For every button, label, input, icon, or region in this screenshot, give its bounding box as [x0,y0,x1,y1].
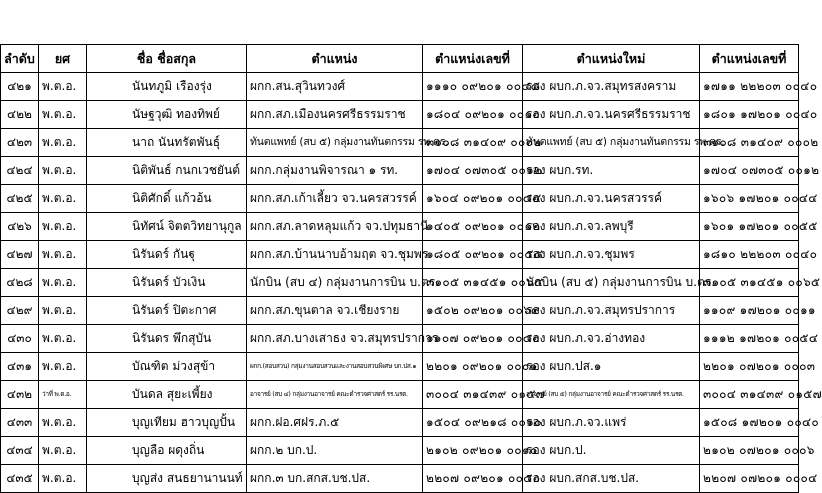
table-row [1,325,799,353]
header-name: ชื่อ ชื่อสกุล [87,45,247,73]
cell-rank: พ.ต.อ. [39,157,87,185]
cell-position: ผกก.(สอบสวน) กลุ่มงานสอบสวนและงานสอบสวนพิเศษ บก.ปส.๑ [247,353,423,381]
table-row [1,213,799,241]
header-position: ตำแหน่ง [247,45,423,73]
header-order: ลำดับ [1,45,39,73]
cell-rank: พ.ต.อ. [39,409,87,437]
cell-position: ผกก.ฝอ.ศฝร.ภ.๕ [247,409,423,437]
cell-position: ผกก.๓ บก.สกส.บช.ปส. [247,465,423,493]
cell-position: ทันตแพทย์ (สบ ๕) กลุ่มงานทันตกรรม รพ.ตร. [247,129,423,157]
cell-new-position-no: ๒๒๐๑ ๐๗๒๐๑ ๐๐๐๓ [700,353,799,381]
cell-position: นักบิน (สบ ๔) กลุ่มงานการบิน บ.ตร. [247,269,423,297]
table-row [1,73,799,101]
cell-new-position: รอง ผบก.ภ.จว.สมุทรปราการ [523,297,700,325]
cell-new-position: รอง ผบก.ภ.จว.สมุทรสงคราม [523,73,700,101]
table-row [1,437,799,465]
header-new-position-no: ตำแหน่งเลขที่ [700,45,799,73]
cell-name: นัษฐวุฒิ ทองทิพย์ [87,101,247,129]
cell-position-no: ๑๘๐๔ ๐๙๒๐๑ ๐๐๑๐ [423,101,523,129]
cell-new-position-no: ๑๑๑๒ ๑๗๒๐๑ ๐๐๕๔ [700,325,799,353]
cell-new-position: รอง ผบก.สกส.บช.ปส. [523,465,700,493]
cell-position-no: ๑๕๐๔ ๐๙๒๑๘ ๐๐๑๐ [423,409,523,437]
cell-position-no: ๓๑๐๕ ๓๑๔๕๑ ๐๐๖๕ [423,269,523,297]
cell-rank: พ.ต.อ. [39,269,87,297]
table-row [1,129,799,157]
cell-position-no: ๑๑๐๗ ๐๙๒๐๑ ๐๐๔๐ [423,325,523,353]
cell-new-position: รอง ผบก.ภ.จว.อ่างทอง [523,325,700,353]
cell-name: นิรันดร์ บัวเงิน [87,269,247,297]
cell-order: ๔๒๑ [1,73,39,101]
cell-position: ผกก.สน.สุวินทวงศ์ [247,73,423,101]
cell-name: นาถ นันทรัตพันธุ์ [87,129,247,157]
header-position-no: ตำแหน่งเลขที่ [423,45,523,73]
cell-new-position: ทันตแพทย์ (สบ ๕) กลุ่มงานทันตกรรม รพ.ตร. [523,129,700,157]
cell-order: ๔๒๔ [1,157,39,185]
cell-new-position-no: ๑๗๑๑ ๒๒๒๐๓ ๐๐๔๐ [700,73,799,101]
cell-name: บุญลือ ผดุงถิ่น [87,437,247,465]
cell-position-no: ๓๐๐๔ ๓๑๔๓๙ ๐๑๕๗ [423,381,523,409]
cell-position-no: ๑๔๐๕ ๐๙๒๐๑ ๐๐๑๒ [423,213,523,241]
cell-new-position-no: ๑๖๐๖ ๑๗๒๐๑ ๐๐๔๔ [700,185,799,213]
cell-rank: ว่าที่ พ.ต.อ. [39,381,87,409]
cell-position: ผกก.กลุ่มงานพิจารณา ๑ รท. [247,157,423,185]
cell-new-position-no: ๑๕๐๘ ๑๗๒๐๑ ๐๐๔๐ [700,409,799,437]
cell-position: ผกก.สภ.ลาดหลุมแก้ว จว.ปทุมธานี [247,213,423,241]
table-row [1,409,799,437]
cell-name: นิรันดร พึกสุบัน [87,325,247,353]
cell-name: นิติศักดิ์ แก้วอ้น [87,185,247,213]
cell-rank: พ.ต.อ. [39,353,87,381]
table-header-row [1,45,799,73]
table-row [1,465,799,493]
cell-position-no: ๑๖๐๔ ๐๙๒๐๑ ๐๐๔๔ [423,185,523,213]
cell-order: ๔๒๘ [1,269,39,297]
cell-position-no: ๑๑๑๐ ๐๙๒๐๑ ๐๐๔๘ [423,73,523,101]
cell-order: ๔๓๓ [1,409,39,437]
cell-name: นิรันดร์ กันฐุ [87,241,247,269]
cell-new-position: รอง ผบก.รท. [523,157,700,185]
cell-position: ผกก.สภ.ขุนตาล จว.เชียงราย [247,297,423,325]
cell-new-position: รอง ผบก.ปส.๑ [523,353,700,381]
cell-new-position-no: ๒๑๐๒ ๐๗๒๐๑ ๐๐๐๖ [700,437,799,465]
cell-position-no: ๓๑๐๘ ๓๑๔๐๙ ๐๐๐๒ [423,129,523,157]
cell-rank: พ.ต.อ. [39,297,87,325]
cell-rank: พ.ต.อ. [39,437,87,465]
cell-new-position-no: ๓๑๐๕ ๓๑๔๕๑ ๐๐๖๕ [700,269,799,297]
cell-order: ๔๒๖ [1,213,39,241]
personnel-table [0,44,822,493]
cell-position-no: ๒๑๐๒ ๐๙๒๐๑ ๐๐๑๐ [423,437,523,465]
cell-order: ๔๓๔ [1,437,39,465]
cell-order: ๔๒๓ [1,129,39,157]
cell-order: ๔๒๕ [1,185,39,213]
cell-order: ๔๓๕ [1,465,39,493]
cell-rank: พ.ต.อ. [39,185,87,213]
cell-new-position: รอง ผบก.ภ.จว.นครสวรรค์ [523,185,700,213]
cell-new-position: นักบิน (สบ ๕) กลุ่มงานการบิน บ.ตร. [523,269,700,297]
cell-position-no: ๑๕๐๒ ๐๙๒๐๑ ๐๐๖๙ [423,297,523,325]
cell-rank: พ.ต.อ. [39,213,87,241]
cell-name: นันทภูมิ เรืองรุ่ง [87,73,247,101]
cell-new-position: รอง ผบก.ภ.จว.นครศรีธรรมราช [523,101,700,129]
cell-new-position-no: ๑๘๐๑ ๑๗๒๐๑ ๐๐๔๐ [700,101,799,129]
header-new-position: ตำแหน่งใหม่ [523,45,700,73]
table-row [1,157,799,185]
cell-name: บันดล สุยะเพี้ยง [87,381,247,409]
cell-new-position-no: ๑๖๐๑ ๑๗๒๐๑ ๐๐๕๕ [700,213,799,241]
cell-rank: พ.ต.อ. [39,101,87,129]
cell-new-position-no: ๓๑๐๘ ๓๑๔๐๙ ๐๐๐๒ [700,129,799,157]
table-row [1,353,799,381]
cell-position-no: ๑๗๐๔ ๐๗๓๐๕ ๐๐๑๒ [423,157,523,185]
header-rank: ยศ [39,45,87,73]
cell-new-position-no: ๑๗๐๔ ๐๗๓๐๕ ๐๐๑๒ [700,157,799,185]
cell-rank: พ.ต.อ. [39,325,87,353]
cell-new-position: รอง ผบก.ภ.จว.ลพบุรี [523,213,700,241]
table-row [1,241,799,269]
cell-name: บุญเทียม ฮาวบุญปั้น [87,409,247,437]
cell-name: นิรันดร์ ปิตะกาศ [87,297,247,325]
cell-new-position-no: ๓๐๐๔ ๓๑๔๓๙ ๐๑๕๗ [700,381,799,409]
cell-new-position: อาจารย์ (สบ ๕) กลุ่มงานอาจารย์ คณะตำรวจศาสตร์ รร.นรต. [523,381,700,409]
table-row [1,269,799,297]
cell-position: อาจารย์ (สบ ๔) กลุ่มงานอาจารย์ คณะตำรวจศาสตร์ รร.นรต. [247,381,423,409]
cell-name: นิทัศน์ จิตตวิทยานุกูล [87,213,247,241]
cell-order: ๔๒๗ [1,241,39,269]
cell-name: บุญส่ง สนธยานานนท์ [87,465,247,493]
cell-new-position-no: ๒๒๐๗ ๐๗๒๐๑ ๐๐๐๔ [700,465,799,493]
cell-new-position-no: ๑๘๑๐ ๒๒๒๐๓ ๐๐๔๐ [700,241,799,269]
cell-name: นิติพันธ์ กนกเวชยันต์ [87,157,247,185]
cell-name: บัณฑิต ม่วงสุข้า [87,353,247,381]
table-row [1,297,799,325]
cell-position: ผกก.สภ.เมืองนครศรีธรรมราช [247,101,423,129]
cell-position: ผกก.๒ บก.ป. [247,437,423,465]
cell-order: ๔๓๐ [1,325,39,353]
cell-position-no: ๒๒๐๗ ๐๙๒๐๑ ๐๐๕๐ [423,465,523,493]
cell-new-position: รอง ผบก.ภ.จว.แพร่ [523,409,700,437]
cell-order: ๔๒๒ [1,101,39,129]
table-row [1,185,799,213]
cell-order: ๔๓๑ [1,353,39,381]
cell-position-no: ๒๒๐๑ ๐๙๒๐๑ ๐๐๐๑ [423,353,523,381]
cell-position: ผกก.สภ.เก้าเลี้ยว จว.นครสวรรค์ [247,185,423,213]
cell-rank: พ.ต.อ. [39,73,87,101]
cell-position: ผกก.สภ.บ้านนาบอ้ามฤต จว.ชุมพร [247,241,423,269]
cell-new-position: รอง ผบก.ป. [523,437,700,465]
table-row [1,101,799,129]
cell-rank: พ.ต.อ. [39,241,87,269]
cell-order: ๔๓๒ [1,381,39,409]
cell-position: ผกก.สภ.บางเสาธง จว.สมุทรปราการ [247,325,423,353]
cell-rank: พ.ต.อ. [39,465,87,493]
cell-rank: พ.ต.อ. [39,129,87,157]
cell-position-no: ๑๘๐๕ ๐๙๒๐๑ ๐๐๕๕ [423,241,523,269]
table-row [1,381,799,409]
cell-new-position-no: ๑๑๐๙ ๑๗๒๐๑ ๐๐๑๑ [700,297,799,325]
cell-order: ๔๒๙ [1,297,39,325]
cell-new-position: รอง ผบก.ภ.จว.ชุมพร [523,241,700,269]
